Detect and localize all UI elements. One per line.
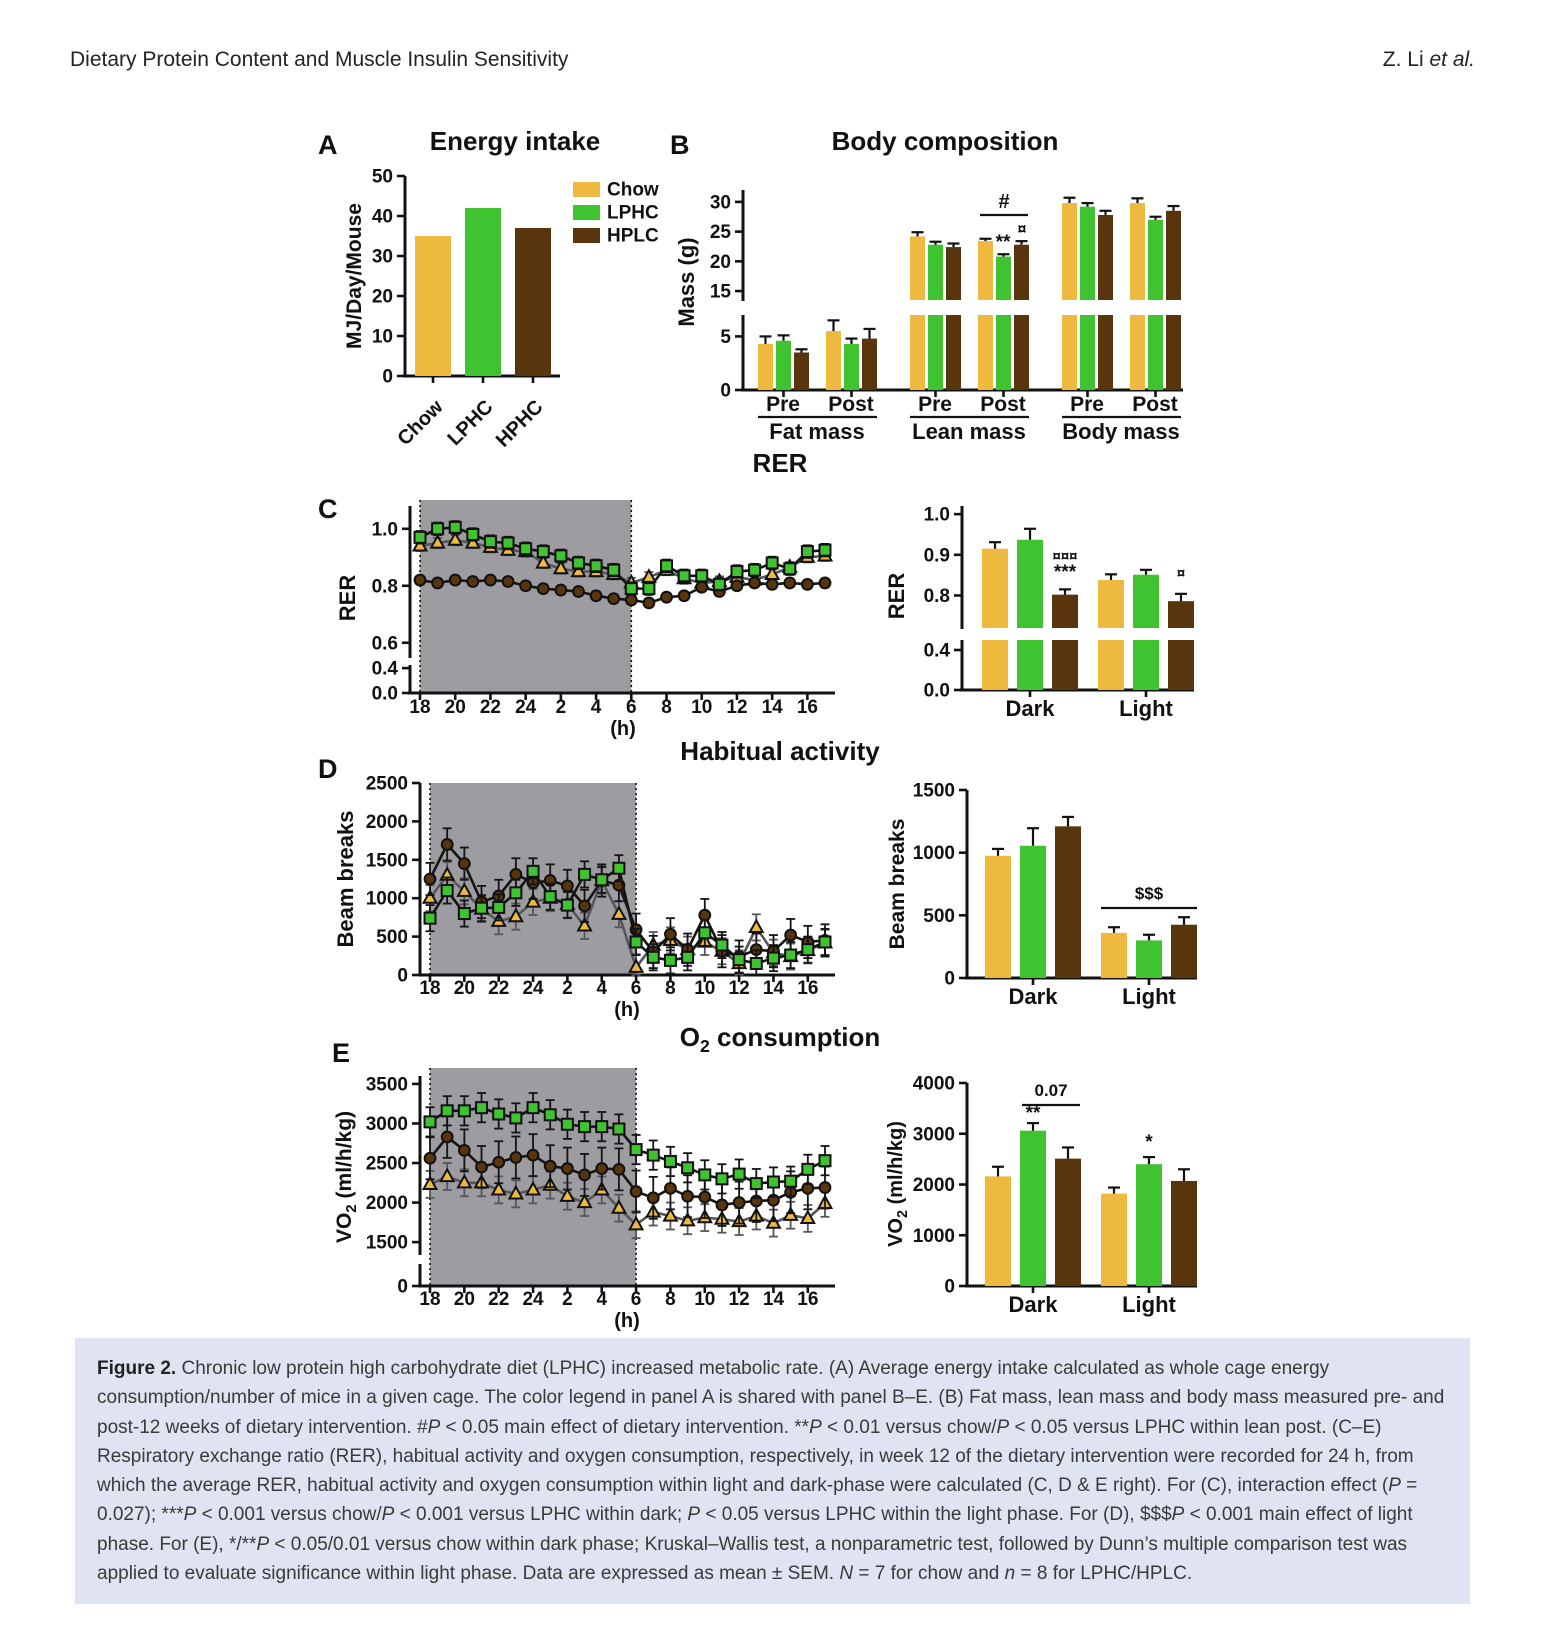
svg-text:HPHC: HPHC — [491, 395, 548, 452]
svg-text:25: 25 — [709, 222, 731, 244]
panel-e-title-sub: 2 — [699, 1036, 710, 1057]
svg-text:(h): (h) — [610, 718, 636, 740]
svg-text:20: 20 — [453, 1289, 475, 1310]
svg-text:1500: 1500 — [365, 1232, 408, 1254]
svg-text:LPHC: LPHC — [443, 395, 498, 451]
svg-text:5: 5 — [720, 326, 731, 348]
svg-text:3000: 3000 — [912, 1124, 955, 1146]
running-title: Dietary Protein Content and Muscle Insulin Sensitivity — [70, 48, 569, 71]
svg-text:18: 18 — [419, 1289, 441, 1310]
svg-text:12: 12 — [726, 697, 748, 718]
svg-text:**: ** — [995, 232, 1011, 253]
svg-text:1000: 1000 — [912, 1225, 955, 1247]
svg-text:8: 8 — [665, 1289, 676, 1310]
svg-text:0: 0 — [944, 968, 955, 990]
svg-text:2: 2 — [562, 978, 573, 999]
svg-text:#: # — [998, 191, 1010, 213]
svg-text:2000: 2000 — [912, 1175, 955, 1196]
svg-text:**: ** — [1025, 1103, 1041, 1124]
svg-text:1.0: 1.0 — [923, 504, 950, 526]
svg-text:0.4: 0.4 — [923, 640, 950, 662]
svg-text:VO2 (ml/h/kg): $VO_2$ (ml/h/kg) — [333, 1110, 360, 1244]
svg-text:Post: Post — [1132, 393, 1178, 416]
svg-text:MJ/Day/Mouse: MJ/Day/Mouse — [343, 203, 366, 349]
svg-text:Dark: Dark — [1005, 696, 1055, 721]
svg-text:15: 15 — [709, 281, 731, 303]
svg-text:10: 10 — [691, 697, 713, 718]
panel-a-title: Energy intake — [429, 126, 601, 156]
panel-e-title-pre: O — [679, 1022, 700, 1052]
svg-text:2000: 2000 — [365, 1193, 408, 1215]
svg-text:20: 20 — [371, 286, 393, 308]
rer-timecourse-chart — [335, 478, 850, 746]
svg-text:Post: Post — [980, 393, 1026, 416]
svg-text:24: 24 — [515, 697, 537, 718]
caption-text: Figure 2. Chronic low protein high carbohydrate diet (LPHC) increased metabolic rate. (A) Average energy intake calculated as whole cage energy consumption/number of mice in a given cage. The color legend in panel A is shared with panel B–E. (B) Fat mass, lean mass and body mass measured pre- and post-12 weeks of dietary intervention. #P < 0.05 main effect of dietary intervention. **P < 0.01 versus chow/P < 0.05 versus LPHC within lean post. (C–E) Respiratory exchange ratio (RER), habitual activity and oxygen consumption, respectively, in week 12 of the dietary intervention were recorded for 24 h, from which the average RER, habitual activity and oxygen consumption within light and dark-phase were calculated (C, D & E right). For (C), interaction effect (P = 0.027); ***P < 0.001 versus chow/P < 0.001 versus LPHC within dark; P < 0.05 versus LPHC within the light phase. For (D), $$$P < 0.001 main effect of light phase. For (E), */**P < 0.05/0.01 versus chow within dark phase; Kruskal–Wallis test, a nonparametric test, followed by Dunn’s multiple comparison test was applied to evaluate significance within light phase. Data are expressed as mean ± SEM. N = 7 for chow and n = 8 for LPHC/HPLC. — [97, 1358, 1445, 1584]
authors-name: Z. Li — [1382, 48, 1430, 71]
body-composition-chart — [674, 150, 1193, 470]
panel-e-label: E — [332, 1038, 351, 1068]
svg-text:22: 22 — [479, 697, 502, 718]
svg-text:16: 16 — [796, 697, 818, 718]
svg-text:30: 30 — [371, 246, 393, 268]
panel-b-title: Body composition — [831, 126, 1059, 156]
panel-a-label: A — [318, 130, 338, 160]
svg-text:¤¤¤: ¤¤¤ — [1052, 548, 1078, 565]
svg-text:500: 500 — [923, 905, 955, 927]
svg-text:1500: 1500 — [365, 850, 408, 872]
svg-text:30: 30 — [709, 192, 731, 214]
svg-text:(h): (h) — [614, 999, 640, 1021]
svg-text:0: 0 — [720, 380, 731, 402]
activity-timecourse-chart — [335, 763, 850, 1031]
svg-text:12: 12 — [728, 978, 750, 999]
svg-text:8: 8 — [661, 697, 672, 718]
svg-text:50: 50 — [371, 166, 393, 188]
svg-text:22: 22 — [488, 978, 510, 999]
svg-text:0: 0 — [397, 965, 408, 987]
svg-text:HPLC: HPLC — [607, 225, 659, 247]
panel-c-label: C — [318, 494, 338, 524]
vo2-bars-chart — [882, 1048, 1202, 1340]
svg-text:20: 20 — [709, 251, 731, 273]
svg-text:0.8: 0.8 — [371, 576, 398, 598]
svg-text:Light: Light — [1122, 1292, 1176, 1317]
svg-text:2: 2 — [555, 697, 567, 718]
svg-text:6: 6 — [630, 978, 642, 999]
svg-text:16: 16 — [797, 1289, 819, 1310]
svg-text:Fat mass: Fat mass — [769, 419, 865, 444]
svg-text:6: 6 — [626, 697, 637, 718]
svg-text:¤: ¤ — [1176, 565, 1186, 582]
svg-text:3500: 3500 — [365, 1074, 408, 1096]
svg-text:14: 14 — [762, 1289, 785, 1310]
panel-b-label: B — [670, 130, 690, 160]
svg-text:Chow: Chow — [393, 395, 448, 451]
svg-text:2000: 2000 — [365, 811, 408, 833]
authors — [1383, 48, 1475, 72]
svg-text:16: 16 — [797, 978, 819, 999]
svg-text:0: 0 — [397, 1276, 408, 1298]
svg-text:4: 4 — [590, 697, 602, 718]
svg-text:Body mass: Body mass — [1062, 419, 1180, 444]
svg-text:4000: 4000 — [912, 1073, 955, 1095]
svg-text:Mass (g): Mass (g) — [674, 237, 699, 327]
svg-text:VO2 (ml/h/kg): $VO_2$ (ml/h/kg) — [885, 1121, 911, 1247]
panel-d-title: Habitual activity — [680, 736, 880, 766]
svg-text:Dark: Dark — [1008, 984, 1058, 1009]
authors-etal: et al. — [1429, 48, 1475, 71]
svg-text:0.07: 0.07 — [1034, 1081, 1068, 1100]
svg-text:4: 4 — [596, 978, 608, 999]
svg-text:1000: 1000 — [912, 843, 955, 865]
svg-text:22: 22 — [488, 1289, 510, 1310]
figure-caption — [75, 1338, 1470, 1604]
svg-text:500: 500 — [376, 927, 408, 949]
svg-text:¤: ¤ — [1017, 221, 1027, 238]
svg-text:24: 24 — [522, 978, 544, 999]
rer-bars-chart — [882, 468, 1202, 746]
svg-text:Light: Light — [1122, 984, 1176, 1009]
svg-text:2500: 2500 — [365, 773, 408, 795]
vo2-timecourse-chart — [335, 1048, 850, 1343]
energy-intake-chart — [345, 158, 690, 458]
svg-text:***: *** — [1053, 562, 1077, 583]
svg-text:20: 20 — [453, 978, 475, 999]
svg-text:LPHC: LPHC — [607, 202, 659, 224]
svg-text:14: 14 — [761, 697, 783, 718]
svg-text:Dark: Dark — [1008, 1292, 1058, 1317]
svg-text:Pre: Pre — [918, 393, 952, 416]
svg-text:Beam breaks: Beam breaks — [333, 810, 358, 948]
svg-text:24: 24 — [522, 1289, 544, 1310]
svg-text:18: 18 — [409, 697, 431, 718]
svg-text:Light: Light — [1119, 696, 1173, 721]
svg-text:0.9: 0.9 — [923, 545, 950, 567]
svg-text:0.8: 0.8 — [923, 585, 950, 607]
panel-e-title-post: consumption — [709, 1022, 881, 1052]
svg-text:1.0: 1.0 — [371, 519, 398, 541]
svg-text:0.4: 0.4 — [371, 658, 398, 680]
svg-text:0.6: 0.6 — [371, 633, 398, 655]
svg-text:$$$: $$$ — [1134, 884, 1164, 903]
svg-text:0: 0 — [944, 1276, 955, 1298]
panel-d-label: D — [318, 754, 338, 784]
svg-text:12: 12 — [728, 1289, 750, 1310]
svg-text:18: 18 — [419, 978, 441, 999]
svg-text:RER: RER — [335, 574, 360, 622]
svg-text:Beam breaks: Beam breaks — [886, 818, 909, 950]
svg-text:20: 20 — [444, 697, 466, 718]
svg-text:Chow: Chow — [607, 179, 659, 201]
svg-text:0.0: 0.0 — [923, 680, 950, 702]
svg-text:40: 40 — [371, 206, 393, 228]
svg-text:Lean mass: Lean mass — [912, 419, 1026, 444]
svg-text:4: 4 — [596, 1289, 608, 1310]
svg-text:10: 10 — [694, 978, 716, 999]
svg-text:RER: RER — [884, 572, 909, 620]
svg-text:(h): (h) — [614, 1310, 640, 1332]
svg-text:3000: 3000 — [365, 1113, 408, 1135]
svg-text:1000: 1000 — [365, 888, 408, 910]
svg-text:0: 0 — [382, 366, 393, 388]
svg-text:Pre: Pre — [766, 393, 800, 416]
svg-text:10: 10 — [371, 326, 393, 348]
svg-text:Post: Post — [828, 393, 874, 416]
panel-c-title: RER — [752, 448, 808, 478]
svg-text:*: * — [1145, 1132, 1153, 1153]
svg-text:0.0: 0.0 — [371, 683, 398, 705]
svg-text:2500: 2500 — [365, 1153, 408, 1175]
svg-text:6: 6 — [630, 1289, 642, 1310]
svg-text:Pre: Pre — [1070, 393, 1104, 416]
svg-text:1500: 1500 — [912, 780, 955, 802]
svg-text:8: 8 — [665, 978, 676, 999]
svg-text:10: 10 — [694, 1289, 716, 1310]
activity-bars-chart — [882, 760, 1202, 1038]
svg-text:2: 2 — [562, 1289, 573, 1310]
svg-text:14: 14 — [762, 978, 785, 999]
